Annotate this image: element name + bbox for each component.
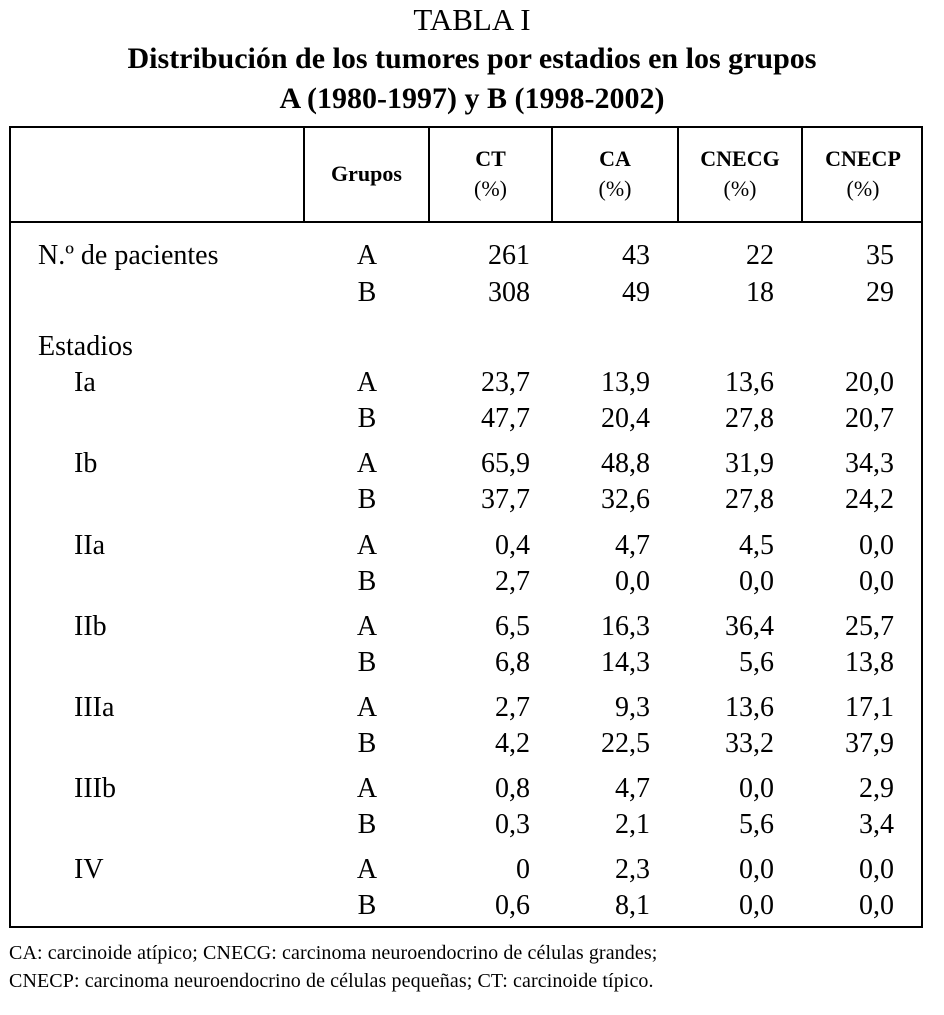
header-cnecg [679,128,801,220]
patients-label: N.º de pacientes [38,240,219,271]
patients-row-b-cnecg: 18 [746,277,774,308]
stage-iiia-row-a-ca: 9,3 [615,692,650,723]
stage-name: IIIb [74,773,116,804]
patients-row-b-ct: 308 [488,277,530,308]
stage-ia-row-b-ct: 47,7 [481,403,530,434]
header-cnecp-unit: (%) [846,176,880,201]
header-ca [553,128,677,220]
stage-iia-row-b-ct: 2,7 [495,566,530,597]
stage-iiib-row-a-ct: 0,8 [495,773,530,804]
stage-name: IV [74,854,104,885]
header-cnecp-label: CNECP [825,146,901,171]
footnote-line-2: CNECP: carcinoma neuroendocrino de células pequeñas; CT: carcinoide típico. [9,970,654,992]
stage-ia-row-b-ca: 20,4 [601,403,650,434]
stage-iia-row-a-ca: 4,7 [615,530,650,561]
stage-ib-row-b-cnecg: 27,8 [725,484,774,515]
stage-ib-row-a-group: A [356,448,378,479]
stage-iib-row-b-ca: 14,3 [601,647,650,678]
stage-ib-row-b-ct: 37,7 [481,484,530,515]
stage-iv-row-b-ct: 0,6 [495,890,530,921]
header-ct [430,128,551,220]
stage-iiib-row-b-ct: 0,3 [495,809,530,840]
stage-iiib-row-b-group: B [357,809,377,840]
stage-iib-row-a-cnecg: 36,4 [725,611,774,642]
stage-iv-row-b-ca: 8,1 [615,890,650,921]
stage-ib-row-a-cnecp: 34,3 [845,448,894,479]
stage-ib-row-a-cnecg: 31,9 [725,448,774,479]
header-ca-unit: (%) [598,176,632,201]
header-divider [9,221,923,223]
stage-iiia-row-b-cnecp: 37,9 [845,728,894,759]
stage-iv-row-a-group: A [356,854,378,885]
stage-iv-row-a-ca: 2,3 [615,854,650,885]
stage-iv-row-a-ct: 0 [516,854,530,885]
stage-iiib-row-a-group: A [356,773,378,804]
table-title-line-2: A (1980-1997) y B (1998-2002) [279,82,665,115]
header-groups-label: Grupos [331,161,402,186]
stage-ia-row-a-ca: 13,9 [601,367,650,398]
stage-iia-row-b-ca: 0,0 [615,566,650,597]
patients-row-b-group: B [357,277,377,308]
stage-iiib-row-a-cnecp: 2,9 [859,773,894,804]
stage-iib-row-b-group: B [357,647,377,678]
header-cnecg-unit: (%) [723,176,757,201]
patients-row-a-cnecp: 35 [866,240,894,271]
stage-iv-row-a-cnecg: 0,0 [739,854,774,885]
table-title-line-1: Distribución de los tumores por estadios en los grupos [127,42,817,75]
header-groups [305,128,428,220]
stage-ia-row-a-group: A [356,367,378,398]
stage-name: IIIa [74,692,115,723]
stage-iib-row-b-cnecp: 13,8 [845,647,894,678]
stage-ia-row-a-cnecg: 13,6 [725,367,774,398]
stage-iiia-row-b-ca: 22,5 [601,728,650,759]
stage-iib-row-b-ct: 6,8 [495,647,530,678]
header-ct-label: CT [475,146,506,171]
patients-row-a-ca: 43 [622,240,650,271]
stage-iia-row-a-group: A [356,530,378,561]
stage-ib-row-a-ca: 48,8 [601,448,650,479]
patients-row-a-ct: 261 [488,240,530,271]
stage-ib-row-b-group: B [357,484,377,515]
stage-iiib-row-b-ca: 2,1 [615,809,650,840]
patients-row-a-group: A [356,240,378,271]
footnote-line-1: CA: carcinoide atípico; CNECG: carcinoma neuroendocrino de células grandes; [9,942,658,964]
stage-iiia-row-a-ct: 2,7 [495,692,530,723]
stage-ia-row-b-group: B [357,403,377,434]
stage-name: IIa [74,530,106,561]
patients-row-b-ca: 49 [622,277,650,308]
stage-iib-row-a-ct: 6,5 [495,611,530,642]
stage-ia-row-a-cnecp: 20,0 [845,367,894,398]
stage-ib-row-b-cnecp: 24,2 [845,484,894,515]
stage-iiia-row-b-cnecg: 33,2 [725,728,774,759]
stage-iiib-row-a-ca: 4,7 [615,773,650,804]
patients-row-b-cnecp: 29 [866,277,894,308]
stage-ia-row-b-cnecg: 27,8 [725,403,774,434]
stage-iib-row-a-group: A [356,611,378,642]
stage-iiia-row-b-ct: 4,2 [495,728,530,759]
stages-label: Estadios [38,331,133,362]
stage-iib-row-b-cnecg: 5,6 [739,647,774,678]
header-cnecg-label: CNECG [700,146,780,171]
stage-iib-row-a-ca: 16,3 [601,611,650,642]
stage-iib-row-a-cnecp: 25,7 [845,611,894,642]
stage-iia-row-b-group: B [357,566,377,597]
stage-ia-row-a-ct: 23,7 [481,367,530,398]
stage-iia-row-b-cnecp: 0,0 [859,566,894,597]
stage-iiib-row-b-cnecg: 5,6 [739,809,774,840]
stage-iia-row-a-cnecg: 4,5 [739,530,774,561]
stage-iiib-row-b-cnecp: 3,4 [859,809,894,840]
stage-iiia-row-a-cnecg: 13,6 [725,692,774,723]
header-ca-label: CA [599,146,631,171]
stage-iiib-row-a-cnecg: 0,0 [739,773,774,804]
stage-iv-row-b-group: B [357,890,377,921]
patients-row-a-cnecg: 22 [746,240,774,271]
stage-iiia-row-a-group: A [356,692,378,723]
table-label: TABLA I [413,2,531,37]
stage-ia-row-b-cnecp: 20,7 [845,403,894,434]
stage-iiia-row-b-group: B [357,728,377,759]
stage-iv-row-b-cnecp: 0,0 [859,890,894,921]
stage-iv-row-a-cnecp: 0,0 [859,854,894,885]
header-ct-unit: (%) [474,176,507,201]
stage-ib-row-a-ct: 65,9 [481,448,530,479]
stage-name: Ia [74,367,96,398]
stage-iia-row-a-ct: 0,4 [495,530,530,561]
stage-iia-row-b-cnecg: 0,0 [739,566,774,597]
stage-ib-row-b-ca: 32,6 [601,484,650,515]
stage-name: Ib [74,448,98,479]
stage-iiia-row-a-cnecp: 17,1 [845,692,894,723]
stage-iv-row-b-cnecg: 0,0 [739,890,774,921]
stage-name: IIb [74,611,107,642]
header-cnecp [803,128,923,220]
stage-iia-row-a-cnecp: 0,0 [859,530,894,561]
